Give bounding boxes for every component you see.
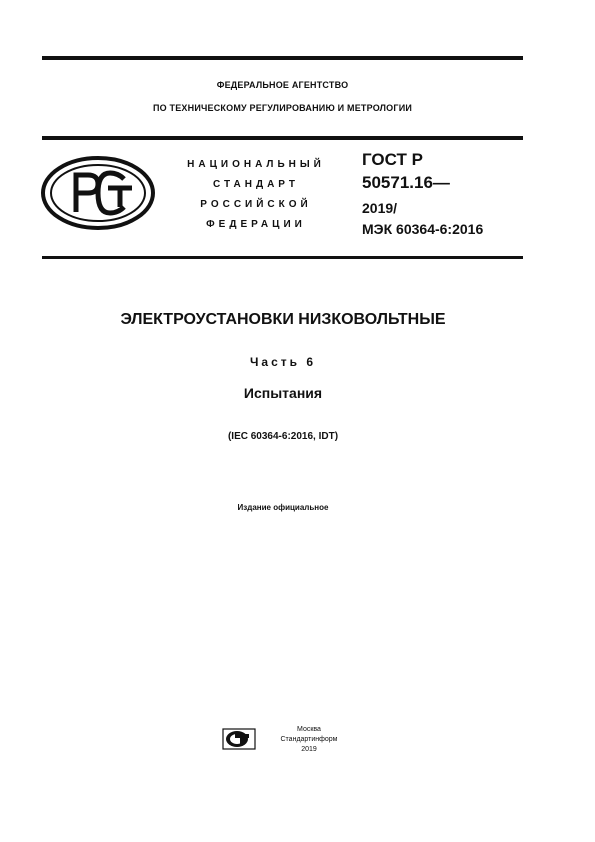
document-subtitle: Испытания [243,385,323,401]
document-part: Часть 6 [249,355,317,369]
designation-line-2: 50571.16— [362,173,450,192]
iec-reference: (IEC 60364-6:2016, IDT) [227,431,339,442]
top-rule [42,56,523,60]
agency-line-2: ПО ТЕХНИЧЕСКОМУ РЕГУЛИРОВАНИЮ И МЕТРОЛОГИИ [152,103,413,113]
publication-year: 2019 [301,746,317,753]
national-standard-line-4: ФЕДЕРАЦИИ [206,219,306,230]
national-standard-label [170,155,342,235]
designation-line-3: 2019/ [362,200,398,216]
designation-line-4: МЭК 60364-6:2016 [362,221,484,237]
divider-rule [42,256,523,259]
publisher-city: Москва [297,726,321,733]
header-rule [42,136,523,140]
national-standard-line-1: НАЦИОНАЛЬНЫЙ [187,159,325,170]
standard-designation [362,149,483,239]
publisher-imprint [264,725,354,755]
standartinform-logo-icon [222,728,256,750]
edition-note: Издание официальное [237,503,329,512]
national-standard-line-3: РОССИЙСКОЙ [200,199,312,210]
agency-line-1: ФЕДЕРАЛЬНОЕ АГЕНТСТВО [216,80,349,90]
designation-line-1: ГОСТ Р [362,150,423,169]
document-title: ЭЛЕКТРОУСТАНОВКИ НИЗКОВОЛЬТНЫЕ [120,311,446,328]
rst-certification-logo-icon [40,155,156,231]
national-standard-line-2: СТАНДАРТ [213,179,299,190]
publisher-name: Стандартинформ [280,736,338,743]
